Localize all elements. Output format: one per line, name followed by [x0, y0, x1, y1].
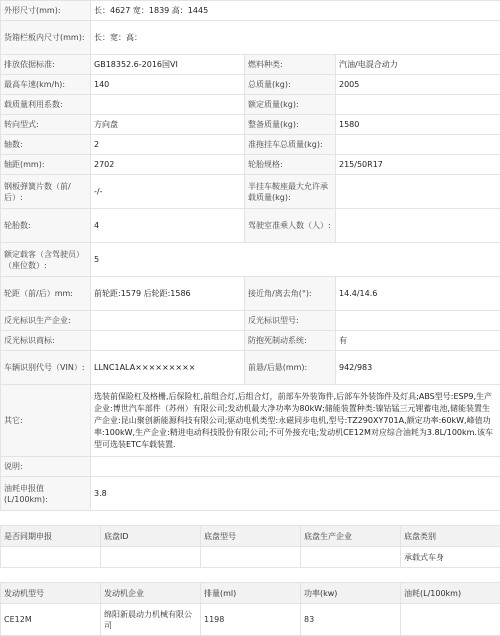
- label-reflector-maker: 反光标识生产企业:: [1, 311, 91, 331]
- chassis-table: [0, 525, 500, 568]
- chassis-cell-id: [101, 547, 201, 568]
- value-tire-spec: 215/50R17: [336, 155, 500, 175]
- engine-header-row: [1, 583, 500, 604]
- value-curb-mass: 1580: [336, 115, 500, 135]
- label-notes: 说明:: [1, 457, 91, 477]
- value-saddle-load: [336, 175, 500, 209]
- chassis-data-row: [1, 547, 500, 568]
- row-dimensions: [1, 1, 500, 21]
- label-wheelbase: 轴距(mm):: [1, 155, 91, 175]
- label-fuel-consumption: 油耗申报值(L/100km):: [1, 477, 91, 511]
- chassis-cell-maker: [301, 547, 401, 568]
- chassis-header-row: [1, 526, 500, 547]
- label-cargo-box: 货箱栏板内尺寸(mm):: [1, 21, 91, 55]
- label-axles: 轴数:: [1, 135, 91, 155]
- value-reflector-maker: [91, 311, 245, 331]
- label-load-factor: 载质量利用系数:: [1, 95, 91, 115]
- label-curb-mass: 整备质量(kg):: [245, 115, 336, 135]
- engine-header-power: 功率(kw): [301, 583, 401, 604]
- value-total-mass: 2005: [336, 75, 500, 95]
- value-trailer-mass: [336, 135, 500, 155]
- label-tire-count: 轮胎数:: [1, 209, 91, 243]
- engine-header-maker: 发动机企业: [101, 583, 201, 604]
- row-notes: [1, 457, 500, 477]
- label-reflector-model: 反光标识型号:: [245, 311, 336, 331]
- engine-cell-consumption: [401, 604, 500, 636]
- chassis-header-id: 底盘ID: [101, 526, 201, 547]
- row-other: [1, 385, 500, 457]
- value-abs: 有: [336, 331, 500, 351]
- value-passengers: 5: [91, 243, 500, 277]
- label-vin: 车辆识别代号（VIN）:: [1, 351, 91, 385]
- engine-table: [0, 582, 500, 636]
- label-steering: 转向型式:: [1, 115, 91, 135]
- row-load-factor: [1, 95, 500, 115]
- value-load-factor: [91, 95, 245, 115]
- label-total-mass: 总质量(kg):: [245, 75, 336, 95]
- value-steering: 方向盘: [91, 115, 245, 135]
- value-notes: [91, 457, 500, 477]
- label-track: 轮距（前/后）mm:: [1, 277, 91, 311]
- engine-cell-power: 83: [301, 604, 401, 636]
- row-emission: [1, 55, 500, 75]
- section-gap: [0, 511, 500, 525]
- label-rated-mass: 额定质量(kg):: [245, 95, 336, 115]
- chassis-cell-model: [201, 547, 301, 568]
- chassis-cell-sync: [1, 547, 101, 568]
- row-reflector-maker: [1, 311, 500, 331]
- value-cab-seats: [336, 209, 500, 243]
- label-approach-departure: 接近角/离去角(°):: [245, 277, 336, 311]
- row-steering: [1, 115, 500, 135]
- row-track: [1, 277, 500, 311]
- engine-header-consumption: 油耗(L/100km): [401, 583, 500, 604]
- label-dimensions: 外形尺寸(mm):: [1, 1, 91, 21]
- row-fuel-consumption: [1, 477, 500, 511]
- section-gap: [0, 568, 500, 582]
- row-wheelbase: [1, 155, 500, 175]
- value-leaf-springs: -/-: [91, 175, 245, 209]
- value-axles: 2: [91, 135, 245, 155]
- row-cargo-box: [1, 21, 500, 55]
- value-other: 选装前保险杠及格栅,后保险杠,前组合灯,后组合灯，前部车外装饰件,后部车外装饰件及灯具;ABS型号:ESP9,生产企业:博世汽车部件（苏州）有限公司;发动机最大净功率为80kW;储能装置种类:镍钴锰三元锂蓄电池,储能装置生产企业:昆山聚创新能源科技有限公司;驱动电机类型:永磁同步电机,型号:TZ290XY701A,额定功率:60kW,峰值功率:100kW,生产企业:精进电动科技股份有限公司;不可外接充电;发动机CE12M对应综合油耗为3.8L/100km.该车型可选装ETC车载装置.: [91, 385, 500, 457]
- value-rated-mass: [336, 95, 500, 115]
- label-emission: 排放依据标准:: [1, 55, 91, 75]
- label-cab-seats: 驾驶室准乘人数（人）:: [245, 209, 336, 243]
- label-other: 其它:: [1, 385, 91, 457]
- label-trailer-mass: 准拖挂车总质量(kg):: [245, 135, 336, 155]
- label-saddle-load: 半挂车鞍座最大允许承载质量(kg):: [245, 175, 336, 209]
- engine-data-row: [1, 604, 500, 636]
- label-passengers: 额定载客（含驾驶员）（座位数）:: [1, 243, 91, 277]
- value-max-speed: 140: [91, 75, 245, 95]
- value-wheelbase: 2702: [91, 155, 245, 175]
- value-approach-departure: 14.4/14.6: [336, 277, 500, 311]
- value-reflector-model: [336, 311, 500, 331]
- label-tire-spec: 轮胎规格:: [245, 155, 336, 175]
- chassis-header-sync: 是否同期申报: [1, 526, 101, 547]
- row-max-speed: [1, 75, 500, 95]
- value-track: 前轮距:1579 后轮距:1586: [91, 277, 245, 311]
- label-max-speed: 最高车速(km/h):: [1, 75, 91, 95]
- value-emission: GB18352.6-2016国VI: [91, 55, 245, 75]
- row-vin: [1, 351, 500, 385]
- label-abs: 防抱死制动系统:: [245, 331, 336, 351]
- engine-cell-displacement: 1198: [201, 604, 301, 636]
- row-reflector-brand: [1, 331, 500, 351]
- value-fuel-type: 汽油/电混合动力: [336, 55, 500, 75]
- label-fuel-type: 燃料种类:: [245, 55, 336, 75]
- chassis-header-model: 底盘型号: [201, 526, 301, 547]
- row-leaf-springs: [1, 175, 500, 209]
- value-vin: LLNC1ALA×××××××××: [91, 351, 245, 385]
- chassis-header-type: 底盘类别: [401, 526, 500, 547]
- value-tire-count: 4: [91, 209, 245, 243]
- engine-header-model: 发动机型号: [1, 583, 101, 604]
- engine-cell-model: CE12M: [1, 604, 101, 636]
- row-axles: [1, 135, 500, 155]
- label-leaf-springs: 钢板弹簧片数（前/后）:: [1, 175, 91, 209]
- chassis-cell-type: 承载式车身: [401, 547, 500, 568]
- value-overhang: 942/983: [336, 351, 500, 385]
- value-cargo-box: 长：宽：高：: [91, 21, 500, 55]
- engine-cell-maker: 绵阳新晨动力机械有限公司: [101, 604, 201, 636]
- value-fuel-consumption: 3.8: [91, 477, 500, 511]
- label-reflector-brand: 反光标识商标:: [1, 331, 91, 351]
- label-overhang: 前悬/后悬(mm):: [245, 351, 336, 385]
- value-dimensions: 长：4627 宽：1839 高：1445: [91, 1, 500, 21]
- chassis-header-maker: 底盘生产企业: [301, 526, 401, 547]
- row-passengers: [1, 243, 500, 277]
- engine-header-displacement: 排量(ml): [201, 583, 301, 604]
- value-reflector-brand: [91, 331, 245, 351]
- row-tire-count: [1, 209, 500, 243]
